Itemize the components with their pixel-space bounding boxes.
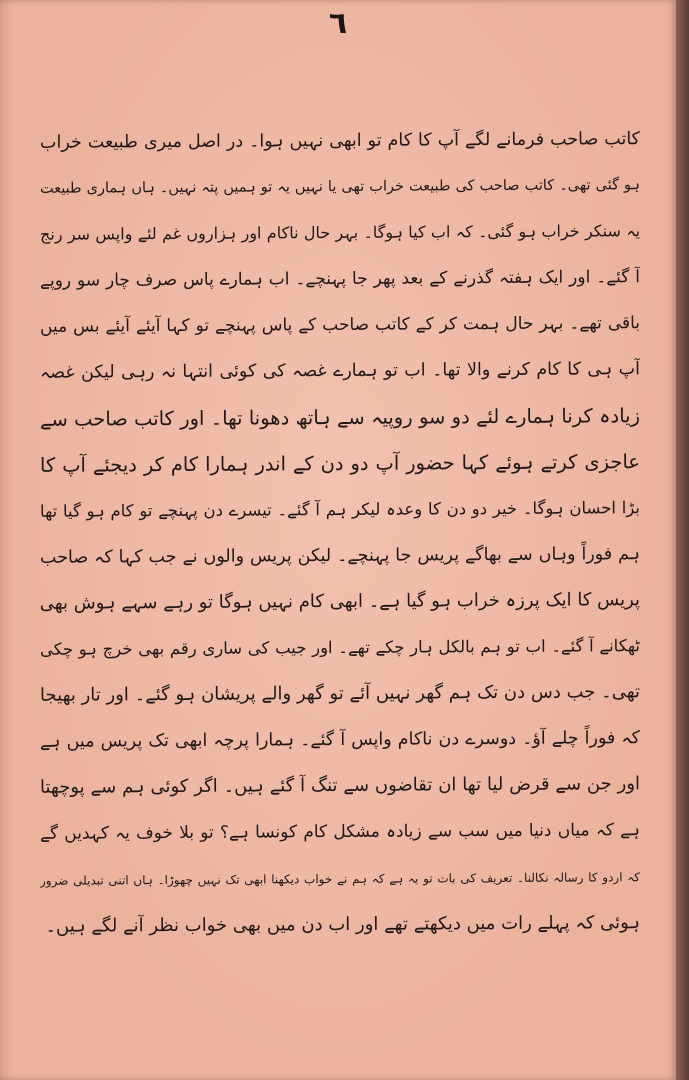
text-line: پریس کا ایک پرزہ خراب ہو گیا ہے۔ ابھی کام نہیں ہوگا تو رہے سہے ہوش بھی	[39, 589, 641, 614]
text-line: کاتب صاحب فرمانے لگے آپ کا کام تو ابھی نہیں ہوا۔ در اصل میری طبیعت خراب	[39, 129, 641, 153]
text-line: آپ ہی کا کام کرنے والا تھا۔ اب تو ہمارے غصہ کی کوئی انتہا نہ رہی لیکن غصہ	[39, 359, 641, 384]
urdu-body-text	[40, 118, 640, 948]
text-line: ہم فوراً وہاں سے بھاگے پریس جا پہنچے۔ لیکن پریس والوں نے جب کہا کہ صاحب	[39, 544, 641, 568]
text-line: ہوئی کہ پہلے رات میں دیکھتے تھے اور اب دن میں بھی خواب نظر آنے لگے ہیں۔	[45, 911, 641, 937]
text-line: اور جن سے قرض لیا تھا ان تقاضوں سے تنگ آ گئے ہیں۔ اگر کوئی ہم سے پوچھتا	[39, 773, 641, 799]
page-edge-shadow	[676, 0, 689, 1080]
text-line: عاجزی کرتے ہوئے کہا حضور آپ دو دن کے اندر ہمارا کام کر دیجئے آپ کا	[39, 449, 641, 477]
text-line: باقی تھے۔ بہر حال ہمت کر کے کاتب صاحب کے پاس پہنچے تو کہا آیئے آیئے بس میں	[39, 313, 641, 338]
text-line: زیادہ کرنا ہمارے لئے دو سو روپیہ سے ہاتھ دھونا تھا۔ اور کاتب صاحب سے	[39, 403, 641, 431]
text-line: بڑا احسان ہوگا۔ خیر دو دن کا وعدہ لیکر ہم آ گئے۔ تیسرے دن پہنچے تو کام ہو گیا تھا	[39, 497, 641, 521]
text-line: تھی۔ جب دس دن تک ہم گھر نہیں آئے تو گھر والے پریشان ہو گئے۔ اور تار بھیجا	[39, 681, 641, 706]
text-line: کہ فوراً چلے آؤ۔ دوسرے دن ناکام واپس آ گئے۔ ہمارا پرچہ ابھی تک پریس میں ہے	[39, 728, 641, 753]
page-number: ٦	[328, 6, 348, 41]
text-line: یہ سنکر خراب ہو گئی۔ کہ اب کیا ہوگا۔ بہر حال ناکام اور ہزاروں غم لئے واپس سر رنج	[39, 221, 641, 245]
text-line: ٹھکانے آ گئے۔ اب تو ہم بالکل ہار چکے تھے۔ اور جیب کی ساری رقم بھی خرچ ہو چکی	[39, 636, 641, 659]
text-line: آ گئے۔ اور ایک ہفتہ گذرنے کے بعد پھر جا پہنچے۔ اب ہمارے پاس صرف چار سو روپے	[39, 267, 641, 292]
text-line: ہو گئی تھی۔ کاتب صاحب کی طبیعت خراب تھی یا نہیں یہ تو ہمیں پتہ نہیں۔ ہاں ہماری طبیعت	[39, 177, 641, 197]
text-line: ہے کہ میاں دنیا میں سب سے زیادہ مشکل کام کونسا ہے؟ تو بلا خوف یہ کہدیں گے	[39, 820, 641, 845]
text-line: کہ اردو کا رسالہ نکالنا۔ تعریف کی بات تو یہ ہے کہ ہم نے خواب دیکھنا ابھی تک نہیں چھوڑا۔ ہاں اتنی تبدیلی ضرور	[39, 869, 641, 888]
